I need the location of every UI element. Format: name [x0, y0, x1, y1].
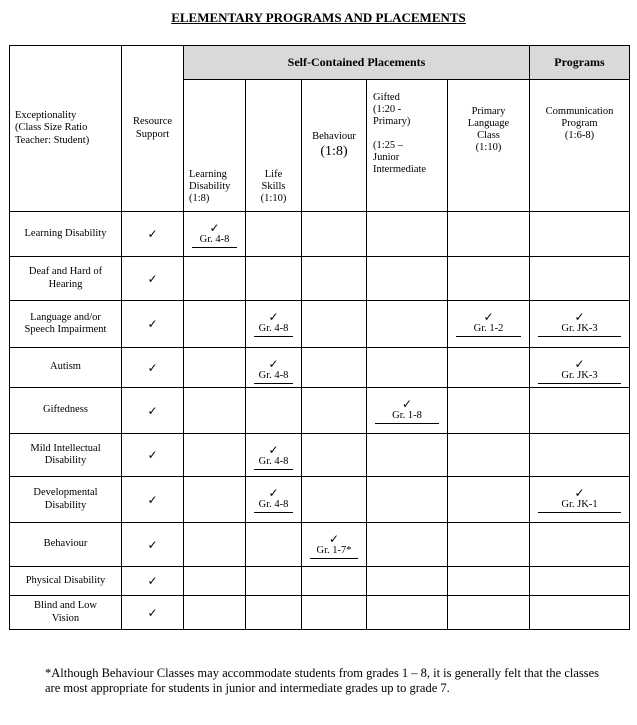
- check-icon: ✓: [401, 397, 413, 411]
- placements-table: [9, 45, 630, 630]
- check-icon: ✓: [574, 486, 585, 500]
- resource-support-cell: [122, 388, 184, 434]
- gf-cell: [367, 212, 448, 257]
- check-icon: ✓: [268, 443, 279, 457]
- pl-cell: [448, 596, 530, 630]
- header-primary-language: Primary Language Class (1:10): [448, 80, 530, 212]
- header-behaviour-label: Behaviour: [312, 130, 356, 142]
- page-title: ELEMENTARY PROGRAMS AND PLACEMENTS: [171, 10, 466, 25]
- pl-cell: [448, 434, 530, 477]
- group-programs: Programs: [530, 46, 630, 80]
- cp-cell: [530, 596, 630, 630]
- ls-cell: [246, 301, 302, 348]
- resource-support-cell: [122, 523, 184, 567]
- check-icon: ✓: [574, 310, 585, 324]
- grade-range: Gr. JK-3: [538, 370, 621, 384]
- gf-cell: [367, 257, 448, 301]
- ls-cell: [246, 477, 302, 523]
- ld-cell: [184, 434, 246, 477]
- table-row: [10, 596, 630, 630]
- grade-range: Gr. 4-8: [254, 370, 293, 384]
- resource-support-cell: [122, 212, 184, 257]
- group-header-row: [10, 46, 630, 80]
- row-label: Learning Disability: [10, 212, 122, 257]
- row-label: Developmental Disability: [10, 477, 122, 523]
- table-row: [10, 477, 630, 523]
- row-label: Behaviour: [10, 523, 122, 567]
- ls-cell: [246, 388, 302, 434]
- cp-cell: [530, 477, 630, 523]
- bh-cell: [302, 257, 367, 301]
- check-icon: ✓: [147, 317, 158, 331]
- grade-range: Gr. 1-2: [456, 323, 521, 337]
- ls-cell: [246, 434, 302, 477]
- bh-cell: [302, 477, 367, 523]
- grade-range: Gr. JK-1: [538, 499, 621, 513]
- ls-cell: [246, 567, 302, 596]
- ld-cell: [184, 348, 246, 388]
- check-icon: ✓: [268, 486, 279, 500]
- gf-cell: [367, 567, 448, 596]
- check-icon: ✓: [268, 357, 279, 371]
- table-row: [10, 257, 630, 301]
- gf-cell: [367, 301, 448, 348]
- gf-cell: [367, 596, 448, 630]
- resource-support-cell: [122, 477, 184, 523]
- grade-range: Gr. 1-7*: [310, 545, 358, 559]
- resource-support-cell: [122, 434, 184, 477]
- resource-support-cell: [122, 348, 184, 388]
- grade-range: Gr. 1-8: [375, 410, 439, 424]
- header-life-skills: Life Skills (1:10): [246, 80, 302, 212]
- cp-cell: [530, 301, 630, 348]
- bh-cell: [302, 301, 367, 348]
- row-label: Giftedness: [10, 388, 122, 434]
- bh-cell: [302, 567, 367, 596]
- ld-cell: [184, 212, 246, 257]
- bh-cell: [302, 212, 367, 257]
- header-exceptionality: Exceptionality (Class Size Ratio Teacher: Student): [10, 46, 122, 212]
- ls-cell: [246, 348, 302, 388]
- pl-cell: [448, 212, 530, 257]
- ld-cell: [184, 477, 246, 523]
- bh-cell: [302, 434, 367, 477]
- ls-cell: [246, 596, 302, 630]
- check-icon: ✓: [147, 271, 158, 286]
- ld-cell: [184, 388, 246, 434]
- header-communication-program: Communication Program (1:6-8): [530, 80, 630, 212]
- bh-cell: [302, 523, 367, 567]
- ls-cell: [246, 212, 302, 257]
- row-label: Mild Intellectual Disability: [10, 434, 122, 477]
- pl-cell: [448, 388, 530, 434]
- cp-cell: [530, 388, 630, 434]
- table-row: [10, 212, 630, 257]
- check-icon: ✓: [209, 221, 220, 235]
- check-icon: ✓: [147, 360, 158, 375]
- ld-cell: [184, 257, 246, 301]
- gf-cell: [367, 348, 448, 388]
- check-icon: ✓: [147, 492, 158, 507]
- table-row: [10, 301, 630, 348]
- check-icon: ✓: [147, 574, 158, 588]
- header-resource-support: Resource Support: [122, 46, 184, 212]
- gf-cell: [367, 388, 448, 434]
- pl-cell: [448, 567, 530, 596]
- cp-cell: [530, 523, 630, 567]
- check-icon: ✓: [147, 605, 158, 620]
- cp-cell: [530, 434, 630, 477]
- table-row: [10, 388, 630, 434]
- header-behaviour: [302, 80, 367, 212]
- row-label: Blind and Low Vision: [10, 596, 122, 630]
- table-row: [10, 567, 630, 596]
- ld-cell: [184, 567, 246, 596]
- cp-cell: [530, 348, 630, 388]
- ls-cell: [246, 523, 302, 567]
- check-icon: ✓: [268, 310, 279, 324]
- grade-range: Gr. JK-3: [538, 323, 621, 337]
- ls-cell: [246, 257, 302, 301]
- bh-cell: [302, 388, 367, 434]
- resource-support-cell: [122, 301, 184, 348]
- table-row: [10, 348, 630, 388]
- bh-cell: [302, 348, 367, 388]
- check-icon: ✓: [574, 357, 585, 371]
- table-row: [10, 434, 630, 477]
- table-row: [10, 523, 630, 567]
- gf-cell: [367, 434, 448, 477]
- pl-cell: [448, 257, 530, 301]
- row-label: Autism: [10, 348, 122, 388]
- grade-range: Gr. 4-8: [254, 499, 293, 513]
- footnote: *Although Behaviour Classes may accommodate students from grades 1 – 8, it is generally felt that the classes are most appropriate for students in junior and intermediate grades up to grade 7.: [45, 666, 600, 695]
- header-gifted: Gifted (1:20 - Primary) (1:25 – Junior Intermediate: [367, 80, 448, 212]
- resource-support-cell: [122, 596, 184, 630]
- gf-cell: [367, 477, 448, 523]
- header-learning-disability: Learning Disability (1:8): [184, 80, 246, 212]
- cp-cell: [530, 257, 630, 301]
- ld-cell: [184, 523, 246, 567]
- check-icon: ✓: [483, 310, 494, 324]
- grade-range: Gr. 4-8: [192, 234, 237, 248]
- ld-cell: [184, 301, 246, 348]
- pl-cell: [448, 477, 530, 523]
- cp-cell: [530, 212, 630, 257]
- pl-cell: [448, 523, 530, 567]
- pl-cell: [448, 348, 530, 388]
- check-icon: ✓: [147, 403, 158, 418]
- ld-cell: [184, 596, 246, 630]
- resource-support-cell: [122, 257, 184, 301]
- bh-cell: [302, 596, 367, 630]
- check-icon: ✓: [147, 537, 158, 552]
- grade-range: Gr. 4-8: [254, 456, 293, 470]
- header-behaviour-ratio: (1:8): [320, 143, 348, 159]
- row-label: Deaf and Hard of Hearing: [10, 257, 122, 301]
- resource-support-cell: [122, 567, 184, 596]
- row-label: Language and/or Speech Impairment: [10, 301, 122, 348]
- group-self-contained: Self-Contained Placements: [184, 46, 530, 80]
- grade-range: Gr. 4-8: [254, 323, 293, 337]
- cp-cell: [530, 567, 630, 596]
- check-icon: ✓: [147, 227, 158, 241]
- check-icon: ✓: [147, 448, 158, 462]
- row-label: Physical Disability: [10, 567, 122, 596]
- check-icon: ✓: [328, 532, 340, 546]
- gf-cell: [367, 523, 448, 567]
- pl-cell: [448, 301, 530, 348]
